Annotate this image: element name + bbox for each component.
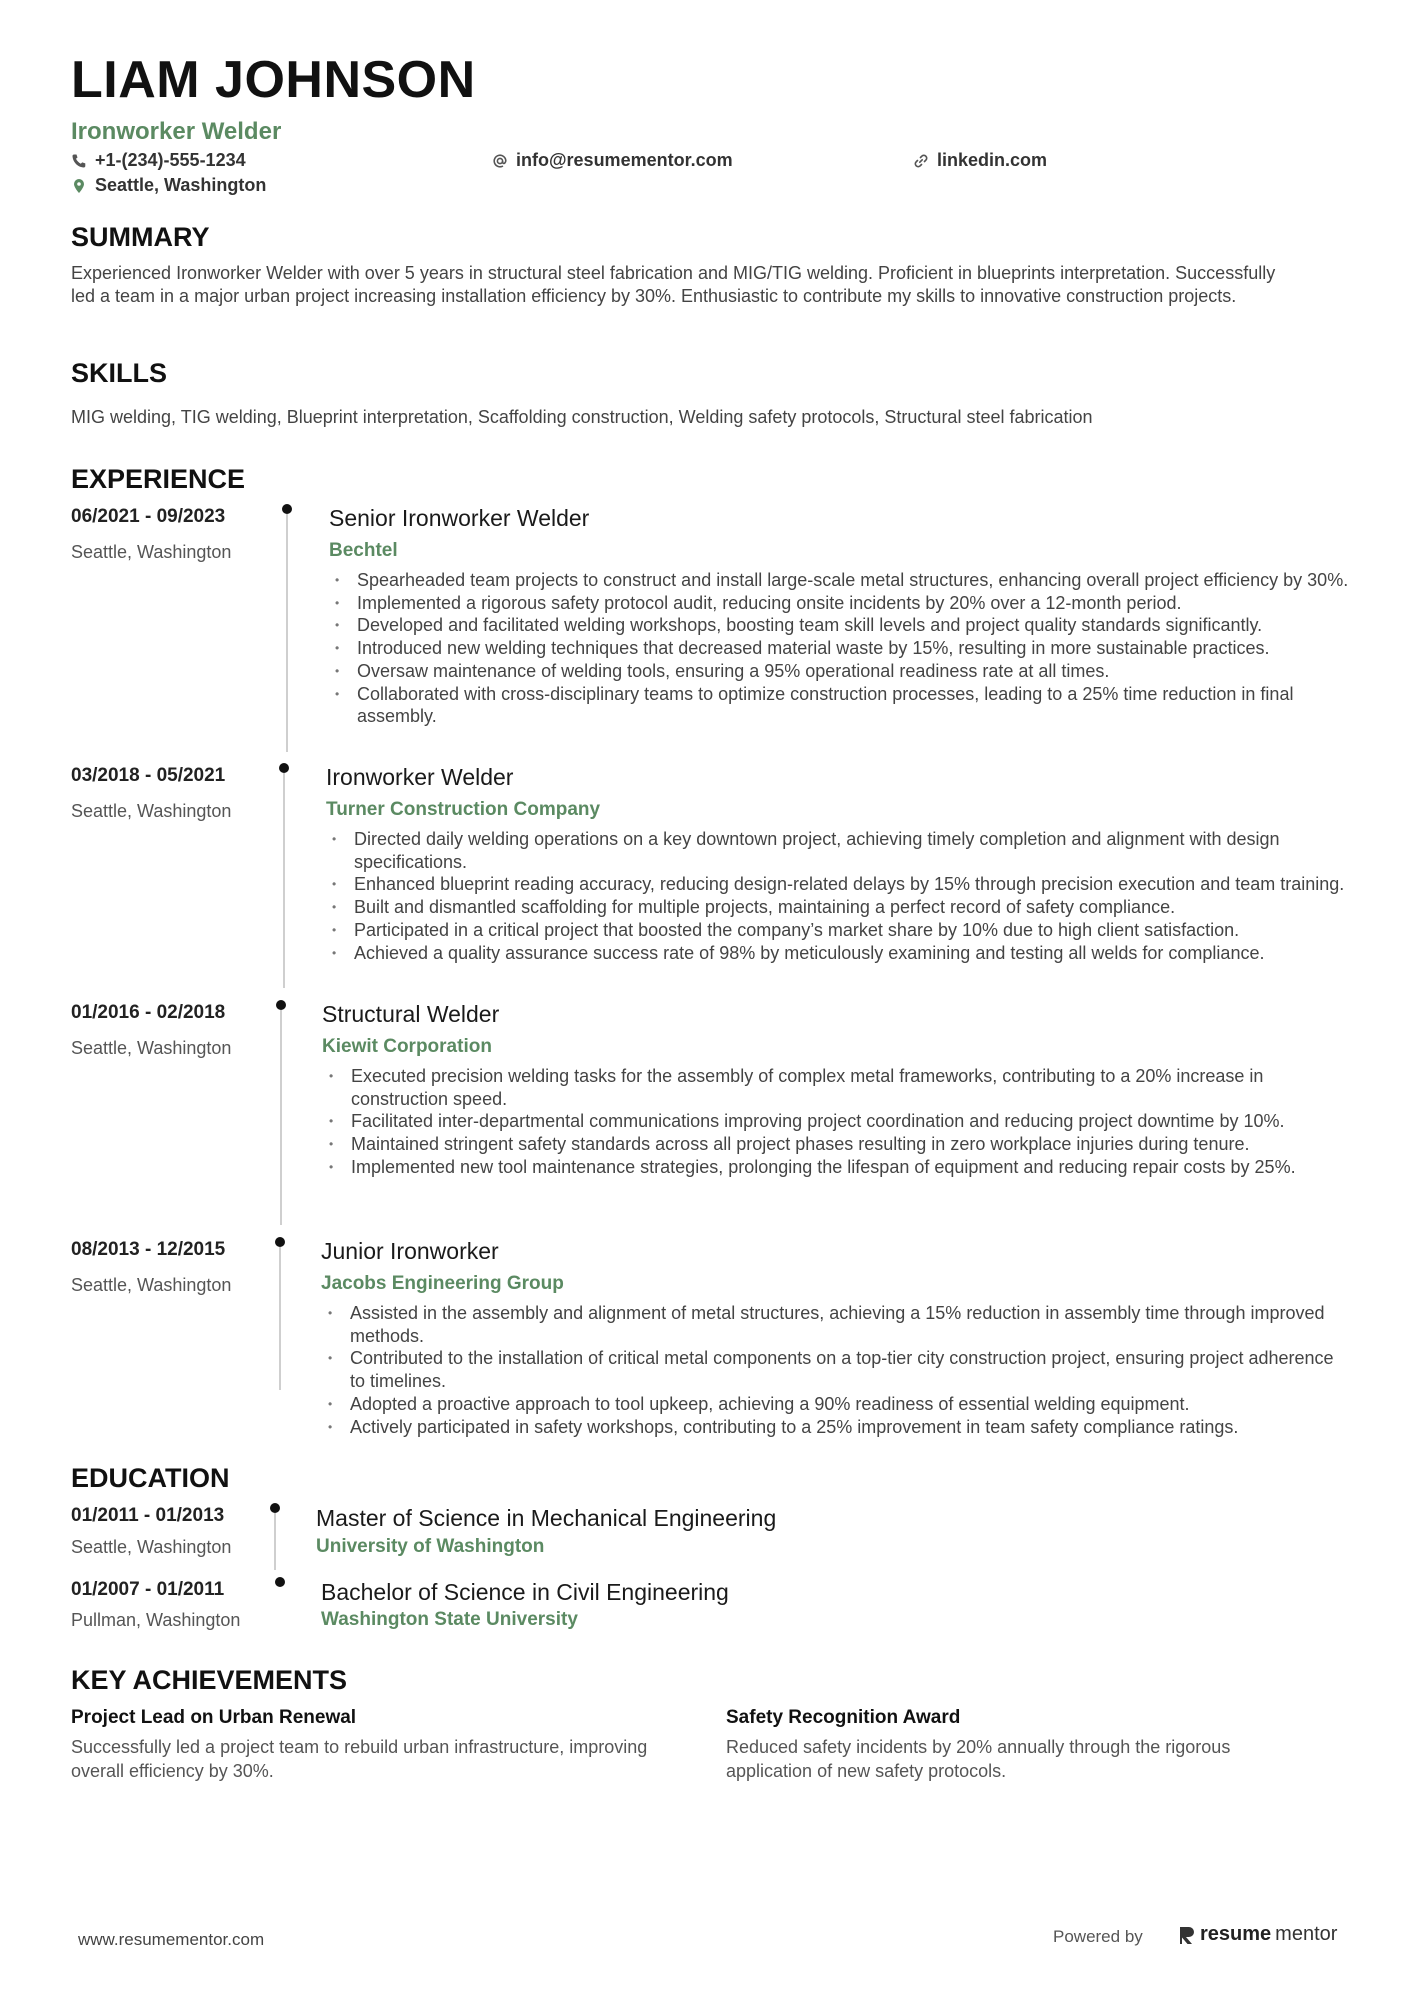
skills-text: MIG welding, TIG welding, Blueprint interpretation, Scaffolding construction, Welding safety protocols, Structural steel fabrication (71, 407, 1093, 427)
brand-name-light: mentor (1275, 1923, 1338, 1945)
experience-heading: EXPERIENCE (71, 464, 246, 494)
job-bullet: • Oversaw maintenance of welding tools, ensuring a 95% operational readiness rate at all times. (330, 660, 1360, 683)
location-text: Seattle, Washington (95, 175, 267, 195)
timeline-line (283, 773, 285, 988)
job-bullets (330, 569, 1360, 728)
degree-title: Master of Science in Mechanical Engineering (316, 1505, 777, 1531)
school-name: University of Washington (316, 1536, 545, 1557)
job-company: Kiewit Corporation (322, 1036, 492, 1057)
job-bullets (324, 1065, 1354, 1179)
timeline-dot (275, 1237, 285, 1247)
job-bullet: • Assisted in the assembly and alignment of metal structures, achieving a 15% reduction in assembly time through improved methods. (323, 1302, 1353, 1347)
school-name: Washington State University (321, 1609, 578, 1630)
email-address[interactable]: info@resumementor.com (516, 150, 733, 170)
job-bullet: • Contributed to the installation of critical metal components on a top-tier city construction project, ensuring project adherence to timelines. (323, 1347, 1353, 1392)
brand-logo[interactable] (1178, 1923, 1337, 1946)
job-company: Bechtel (329, 540, 398, 561)
job-bullet: • Actively participated in safety workshops, contributing to a 25% improvement in team safety compliance ratings. (323, 1416, 1353, 1439)
timeline-dot (276, 1000, 286, 1010)
timeline-line (286, 514, 288, 752)
job-dates: 03/2018 - 05/2021 (71, 765, 226, 786)
brand-mark-icon (1178, 1925, 1196, 1945)
phone-icon (71, 153, 87, 169)
job-bullet: • Implemented a rigorous safety protocol audit, reducing onsite incidents by 20% over a 12-month period. (330, 592, 1360, 615)
job-bullet: • Introduced new welding techniques that decreased material waste by 15%, resulting in more sustainable practices. (330, 637, 1360, 660)
job-location: Seattle, Washington (71, 801, 232, 821)
timeline-line (280, 1010, 282, 1225)
summary-heading: SUMMARY (71, 222, 210, 252)
job-company: Turner Construction Company (326, 799, 601, 820)
job-title: Junior Ironworker (321, 1238, 499, 1264)
email-contact[interactable] (492, 150, 733, 171)
achievement-text: Reduced safety incidents by 20% annually through the rigorous application of new safety protocols. (726, 1737, 1231, 1781)
linkedin-url[interactable]: linkedin.com (937, 150, 1048, 170)
at-icon (492, 153, 508, 169)
job-location: Seattle, Washington (71, 1275, 232, 1295)
link-icon (913, 153, 929, 169)
candidate-role: Ironworker Welder (71, 118, 282, 145)
job-bullet: • Participated in a critical project that boosted the company’s market share by 10% due to high client satisfaction. (327, 919, 1357, 942)
timeline-dot (279, 763, 289, 773)
job-bullet: • Enhanced blueprint reading accuracy, reducing design-related delays by 15% through precision execution and team training. (327, 873, 1357, 896)
brand-name-bold: resume (1200, 1923, 1272, 1945)
job-company: Jacobs Engineering Group (321, 1273, 564, 1294)
map-pin-icon (71, 178, 87, 194)
education-location: Pullman, Washington (71, 1610, 241, 1630)
achievement-title: Project Lead on Urban Renewal (71, 1707, 357, 1728)
job-dates: 01/2016 - 02/2018 (71, 1002, 226, 1023)
job-bullets (323, 1302, 1353, 1438)
timeline-dot (275, 1577, 285, 1587)
job-bullet: • Directed daily welding operations on a key downtown project, achieving timely completion and alignment with design specifications. (327, 828, 1357, 873)
education-dates: 01/2007 - 01/2011 (71, 1579, 225, 1600)
phone-contact (71, 150, 246, 171)
linkedin-contact[interactable] (913, 150, 1047, 171)
achievements-heading: KEY ACHIEVEMENTS (71, 1665, 348, 1695)
job-title: Senior Ironworker Welder (329, 505, 590, 531)
phone-number: +1-(234)-555-1234 (95, 150, 246, 170)
timeline-dot (270, 1503, 280, 1513)
job-bullet: • Implemented new tool maintenance strategies, prolonging the lifespan of equipment and reducing repair costs by 25%. (324, 1156, 1354, 1179)
timeline-line (279, 1247, 281, 1390)
job-bullet: • Maintained stringent safety standards across all project phases resulting in zero workplace injuries during tenure. (324, 1133, 1354, 1156)
location-contact (71, 175, 266, 196)
job-dates: 08/2013 - 12/2015 (71, 1239, 226, 1260)
candidate-name: LIAM JOHNSON (71, 51, 476, 109)
job-location: Seattle, Washington (71, 1038, 232, 1058)
job-bullet: • Achieved a quality assurance success rate of 98% by meticulously examining and testing all welds for compliance. (327, 942, 1357, 965)
job-title: Ironworker Welder (326, 764, 514, 790)
job-bullet: • Facilitated inter-departmental communications improving project coordination and reducing project downtime by 10%. (324, 1110, 1354, 1133)
job-dates: 06/2021 - 09/2023 (71, 506, 226, 527)
timeline-line (274, 1513, 276, 1570)
job-bullets (327, 828, 1357, 964)
footer-website[interactable]: www.resumementor.com (78, 1930, 265, 1949)
job-bullet: • Collaborated with cross-disciplinary teams to optimize construction processes, leading to a 25% time reduction in final assembly. (330, 683, 1360, 728)
degree-title: Bachelor of Science in Civil Engineering (321, 1579, 729, 1605)
job-bullet: • Spearheaded team projects to construct and install large-scale metal structures, enhancing overall project efficiency by 30%. (330, 569, 1360, 592)
education-location: Seattle, Washington (71, 1537, 232, 1557)
achievement-title: Safety Recognition Award (726, 1707, 961, 1728)
job-bullet: • Built and dismantled scaffolding for multiple projects, maintaining a perfect record of safety compliance. (327, 896, 1357, 919)
education-heading: EDUCATION (71, 1463, 230, 1493)
powered-by-label: Powered by (1053, 1927, 1143, 1946)
job-bullet: • Adopted a proactive approach to tool upkeep, achieving a 90% readiness of essential welding equipment. (323, 1393, 1353, 1416)
summary-text: Experienced Ironworker Welder with over 5 years in structural steel fabrication and MIG/TIG welding. Proficient in blueprints interpretation. Successfully led a team in a major urban project increasing installation efficiency by 30%. Enthusiastic to contribute my skills to innovative construction projects. (71, 263, 1276, 306)
job-bullet: • Executed precision welding tasks for the assembly of complex metal frameworks, contributing to a 20% increase in construction speed. (324, 1065, 1354, 1110)
timeline-dot (282, 504, 292, 514)
education-dates: 01/2011 - 01/2013 (71, 1505, 225, 1526)
job-title: Structural Welder (322, 1001, 500, 1027)
achievement-text: Successfully led a project team to rebuild urban infrastructure, improving overall efficiency by 30%. (71, 1737, 648, 1781)
job-location: Seattle, Washington (71, 542, 232, 562)
job-bullet: • Developed and facilitated welding workshops, boosting team skill levels and project quality standards significantly. (330, 614, 1360, 637)
skills-heading: SKILLS (71, 358, 168, 388)
